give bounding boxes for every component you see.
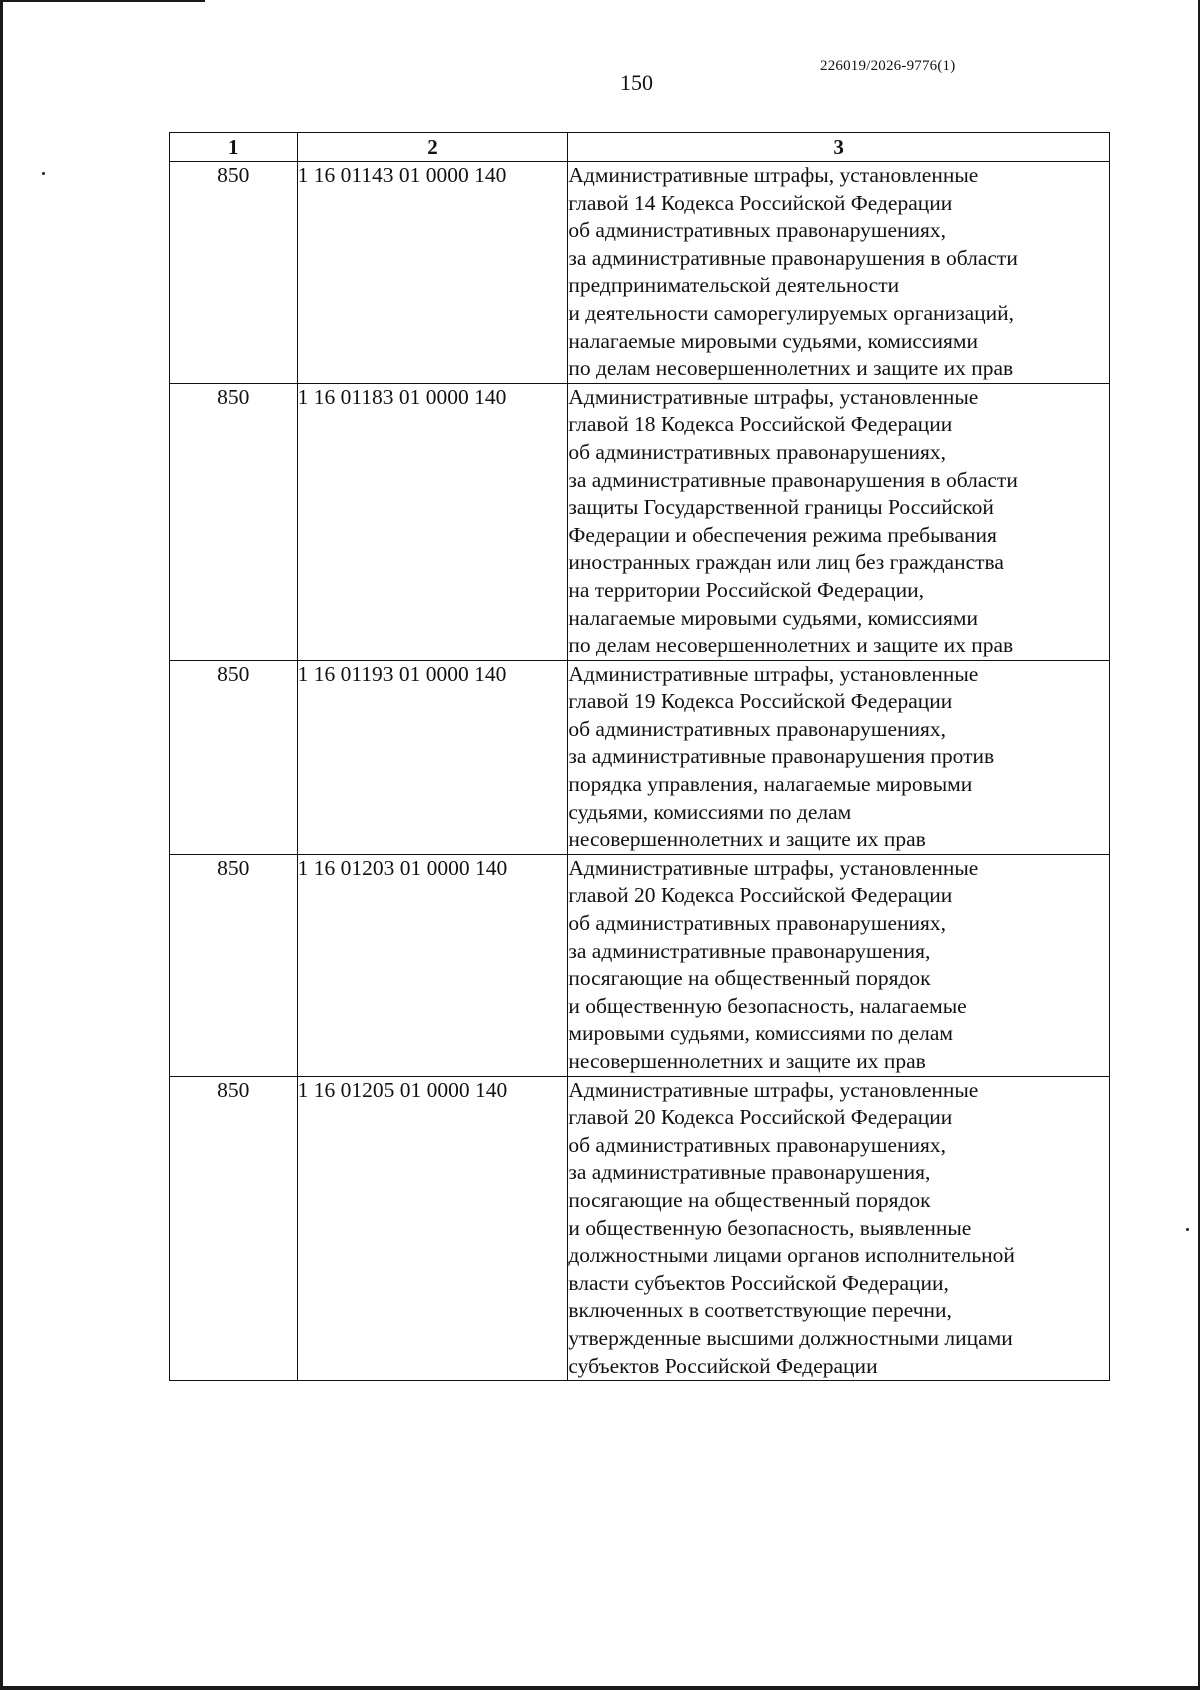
table-row	[170, 1076, 1110, 1381]
kbk-code-cell: 1 16 01193 01 0000 140	[297, 660, 568, 854]
description-line: Административные штрафы, установленные	[568, 163, 979, 187]
description-cell	[568, 660, 1110, 854]
column-header-3: 3	[568, 133, 1110, 162]
description-line: порядка управления, налагаемые мировыми	[568, 772, 973, 797]
description-line: налагаемые мировыми судьями, комиссиями	[568, 605, 978, 630]
description-line: главой 19 Кодекса Российской Федерации	[568, 689, 953, 714]
description-line: судьями, комиссиями по делам	[568, 799, 852, 824]
description-line: Федерации и обеспечения режима пребывания	[568, 522, 997, 547]
description-line: по делам несовершеннолетних и защите их прав	[568, 633, 1014, 658]
description-line: иностранных граждан или лиц без гражданства	[568, 550, 1004, 575]
description-line: субъектов Российской Федерации	[568, 1353, 878, 1378]
description-line: мировыми судьями, комиссиями по делам	[568, 1021, 953, 1046]
description-line: и общественную безопасность, налагаемые	[568, 993, 967, 1018]
scan-edge-left	[0, 0, 3, 1690]
description-line: посягающие на общественный порядок	[568, 966, 931, 991]
table-header-row	[170, 133, 1110, 162]
kbk-code-cell: 1 16 01183 01 0000 140	[297, 383, 568, 660]
document-id: 226019/2026-9776(1)	[820, 58, 956, 74]
admin-code-cell: 850	[170, 162, 298, 384]
description-line: главой 14 Кодекса Российской Федерации	[568, 190, 953, 215]
description-line: предпринимательской деятельности	[568, 273, 900, 298]
table-row	[170, 660, 1110, 854]
scan-edge-top	[0, 0, 205, 2]
description-line: утвержденные высшими должностными лицами	[568, 1325, 1013, 1350]
description-line: за административные правонарушения в области	[568, 245, 1018, 270]
kbk-code-cell: 1 16 01205 01 0000 140	[297, 1076, 568, 1381]
description-cell	[568, 162, 1110, 384]
description-line: и деятельности саморегулируемых организаций,	[568, 300, 1015, 325]
description-line: об административных правонарушениях,	[568, 439, 947, 464]
description-line: должностными лицами органов исполнительной	[568, 1243, 1015, 1268]
table-body	[170, 162, 1110, 1381]
description-line: главой 20 Кодекса Российской Федерации	[568, 883, 953, 908]
description-line: несовершеннолетних и защите их прав	[568, 1049, 926, 1073]
description-line: об административных правонарушениях,	[568, 218, 947, 243]
admin-code-cell: 850	[170, 854, 298, 1076]
description-line: включенных в соответствующие перечни,	[568, 1298, 952, 1323]
column-header-1: 1	[170, 133, 298, 162]
description-line: и общественную безопасность, выявленные	[568, 1215, 972, 1240]
description-line: главой 18 Кодекса Российской Федерации	[568, 412, 953, 437]
description-line: защиты Государственной границы Российской	[568, 495, 994, 520]
admin-code-cell: 850	[170, 660, 298, 854]
description-line: Административные штрафы, установленные	[568, 661, 979, 686]
scan-speck	[42, 172, 45, 175]
description-cell	[568, 1076, 1110, 1381]
description-line: Административные штрафы, установленные	[568, 855, 979, 880]
admin-code-cell: 850	[170, 383, 298, 660]
description-line: на территории Российской Федерации,	[568, 577, 924, 602]
description-line: за административные правонарушения,	[568, 938, 931, 963]
table-row	[170, 383, 1110, 660]
table-row	[170, 854, 1110, 1076]
scan-speck	[1186, 1228, 1189, 1231]
budget-codes-table	[169, 132, 1110, 1381]
kbk-code-cell: 1 16 01203 01 0000 140	[297, 854, 568, 1076]
description-cell	[568, 854, 1110, 1076]
description-line: об административных правонарушениях,	[568, 1132, 947, 1157]
description-line: власти субъектов Российской Федерации,	[568, 1270, 949, 1295]
description-line: несовершеннолетних и защите их прав	[568, 827, 926, 852]
description-line: Административные штрафы, установленные	[568, 1077, 979, 1102]
description-cell	[568, 383, 1110, 660]
admin-code-cell: 850	[170, 1076, 298, 1381]
scan-edge-bottom	[0, 1686, 1200, 1690]
kbk-code-cell: 1 16 01143 01 0000 140	[297, 162, 568, 384]
description-line: налагаемые мировыми судьями, комиссиями	[568, 328, 978, 353]
description-line: за административные правонарушения против	[568, 744, 995, 769]
description-line: главой 20 Кодекса Российской Федерации	[568, 1105, 953, 1130]
description-line: по делам несовершеннолетних и защите их прав	[568, 356, 1014, 381]
page-number: 150	[620, 70, 653, 95]
column-header-2: 2	[297, 133, 568, 162]
description-line: об административных правонарушениях,	[568, 716, 947, 741]
description-line: за административные правонарушения,	[568, 1160, 931, 1185]
description-line: за административные правонарушения в области	[568, 467, 1018, 492]
description-line: Административные штрафы, установленные	[568, 384, 979, 409]
description-line: посягающие на общественный порядок	[568, 1187, 931, 1212]
table-row	[170, 162, 1110, 384]
description-line: об административных правонарушениях,	[568, 911, 947, 936]
